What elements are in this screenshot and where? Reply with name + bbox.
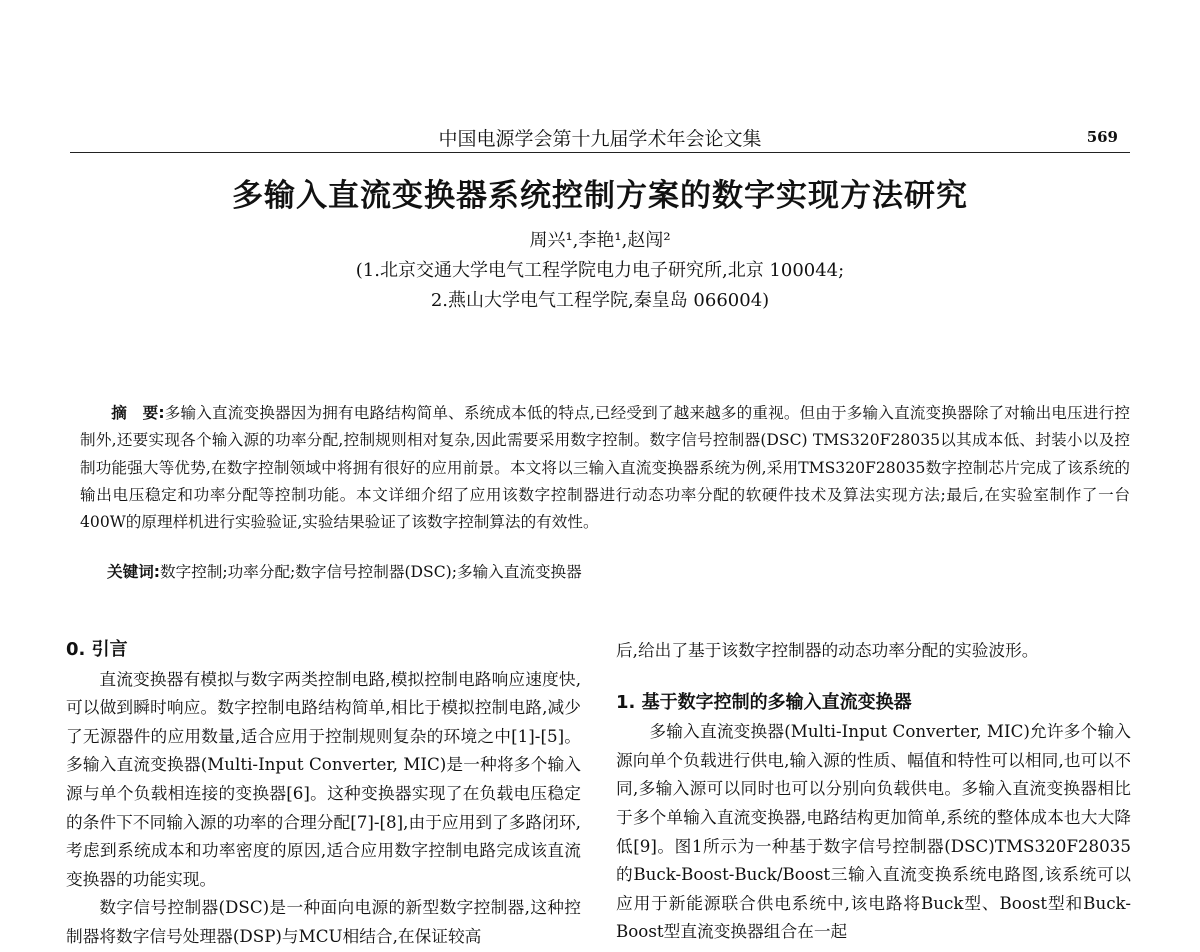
affiliation-2: 2.燕山大学电气工程学院,秦皇岛 066004) [430,290,770,311]
journal-name: 中国电源学会第十九届学术年会论文集 [438,128,762,150]
paper-title: 多输入直流变换器系统控制方案的数字实现方法研究 [232,178,968,214]
paragraph: 直流变换器有模拟与数字两类控制电路,模拟控制电路响应速度快,可以做到瞬时响应。数字控制电路结构简单,相比于模拟控制电路,减少了无源器件的应用数量,适合应用于控制规则复杂的环境之中[1]-[5]。多输入直流变换器(Multi-Input Converter, MIC)是一种将多个输入源与单个负载相连接的变换器[6]。这种变换器实现了在负载电压稳定的条件下不同输入源的功率的合理分配[7]-[8],由于应用到了多路闭环,考虑到系统成本和功率密度的原因,适合应用数字控制电路完成该直流变换器的功能实现。 [66,668,581,889]
keywords-text: 数字控制;功率分配;数字信号控制器(DSC);多输入直流变换器 [160,563,582,581]
abstract [80,400,1130,536]
authors: 周兴¹,李艳¹,赵闯² [529,230,671,251]
paragraph: 数字信号控制器(DSC)是一种面向电源的新型数字控制器,这种控制器将数字信号处理器(DSP)与MCU相结合,在保证较高 [66,897,581,946]
affiliation-1: (1.北京交通大学电气工程学院电力电子研究所,北京 100044; [355,260,845,281]
abstract-text: 多输入直流变换器因为拥有电路结构简单、系统成本低的特点,已经受到了越来越多的重视。但由于多输入直流变换器除了对输出电压进行控制外,还要实现各个输入源的功率分配,控制规则相对复杂,因此需要采用数字控制。数字信号控制器(DSC) TMS320F28035以其成本低、封装小以及控制功能强大等优势,在数字控制领域中将拥有很好的应用前景。本文将以三输入直流变换器系统为例,采用TMS320F28035数字控制芯片完成了该系统的输出电压稳定和功率分配等控制功能。本文详细介绍了应用该数字控制器进行动态功率分配的软硬件技术及算法实现方法;最后,在实验室制作了一台400W的原理样机进行实验验证,实验结果验证了该数字控制算法的有效性。 [80,404,1130,532]
paragraph: 多输入直流变换器(Multi-Input Converter, MIC)允许多个输入源向单个负载进行供电,输入源的性质、幅值和特性可以相同,也可以不同,多输入源可以同时也可以分别向负载供电。多输入直流变换器相比于多个单输入直流变换器,电路结构更加简单,系统的整体成本也大大降低[9]。图1所示为一种基于数字信号控制器(DSC)TMS320F28035的Buck-Boost-Buck/Boost三输入直流变换系统电路图,该系统可以应用于新能源联合供电系统中,该电路将Buck型、Boost型和Buck-Boost型直流变换器组合在一起 [616,721,1131,942]
left-column [66,636,581,951]
section-heading-1: 1. 基于数字控制的多输入直流变换器 [616,691,912,713]
page-number: 569 [1086,128,1118,146]
section-heading-0: 0. 引言 [66,639,128,660]
keywords [107,560,582,582]
right-column [616,636,1131,946]
continued-text: 后,给出了基于该数字控制器的动态功率分配的实验波形。 [616,640,1039,660]
keywords-label: 关键词: [107,563,161,581]
abstract-label: 摘 要: [111,404,165,422]
running-header [70,122,1130,153]
